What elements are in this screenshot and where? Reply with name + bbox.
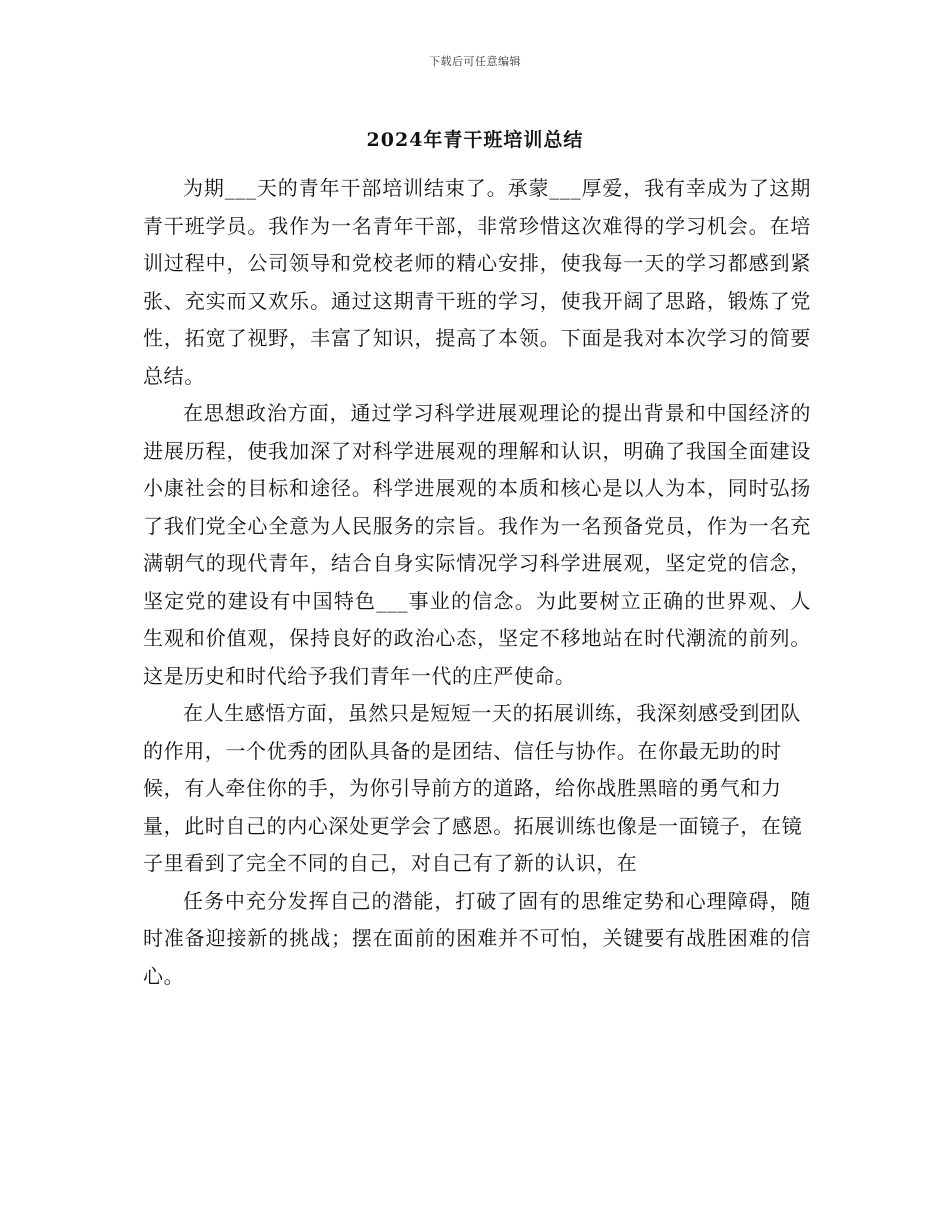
paragraph-continuation: 任务中充分发挥自己的潜能，打破了固有的思维定势和心理障碍，随时准备迎接新的挑战；摆在面前的困难并不可怕，关键要有战胜困难的信心。: [143, 888, 811, 988]
document-body: [143, 170, 811, 995]
paragraph-life-insight: 在人生感悟方面，虽然只是短短一天的拓展训练，我深刻感受到团队的作用，一个优秀的团队具备的是团结、信任与协作。在你最无助的时候，有人牵住你的手，为你引导前方的道路，给你战胜黑暗的勇气和力量，此时自己的内心深处更学会了感恩。拓展训练也像是一面镜子，在镜子里看到了完全不同的自己，对自己有了新的认识，在: [143, 701, 803, 875]
paragraph-political: 在思想政治方面，通过学习科学进展观理论的提出背景和中国经济的进展历程，使我加深了对科学进展观的理解和认识，明确了我国全面建设小康社会的目标和途径。科学进展观的本质和核心是以人为本，同时弘扬了我们党全心全意为人民服务的宗旨。我作为一名预备党员，作为一名充满朝气的现代青年，结合自身实际情况学习科学进展观，坚定党的信念，坚定党的建设有中国特色___事业的信念。为此要树立正确的世界观、人生观和价值观，保持良好的政治心态，坚定不移地站在时代潮流的前列。这是历史和时代给予我们青年一代的庄严使命。: [143, 401, 811, 688]
document-title: 2024年青干班培训总结: [366, 129, 584, 151]
paragraph-intro: 为期___天的青年干部培训结束了。承蒙___厚爱，我有幸成为了这期青干班学员。我作为一名青年干部，非常珍惜这次难得的学习机会。在培训过程中，公司领导和党校老师的精心安排，使我每一天的学习都感到紧张、充实而又欢乐。通过这期青干班的学习，使我开阔了思路，锻炼了党性，拓宽了视野，丰富了知识，提高了本领。下面是我对本次学习的简要总结。: [143, 176, 811, 388]
page-header-note: 下载后可任意编辑: [429, 55, 521, 68]
